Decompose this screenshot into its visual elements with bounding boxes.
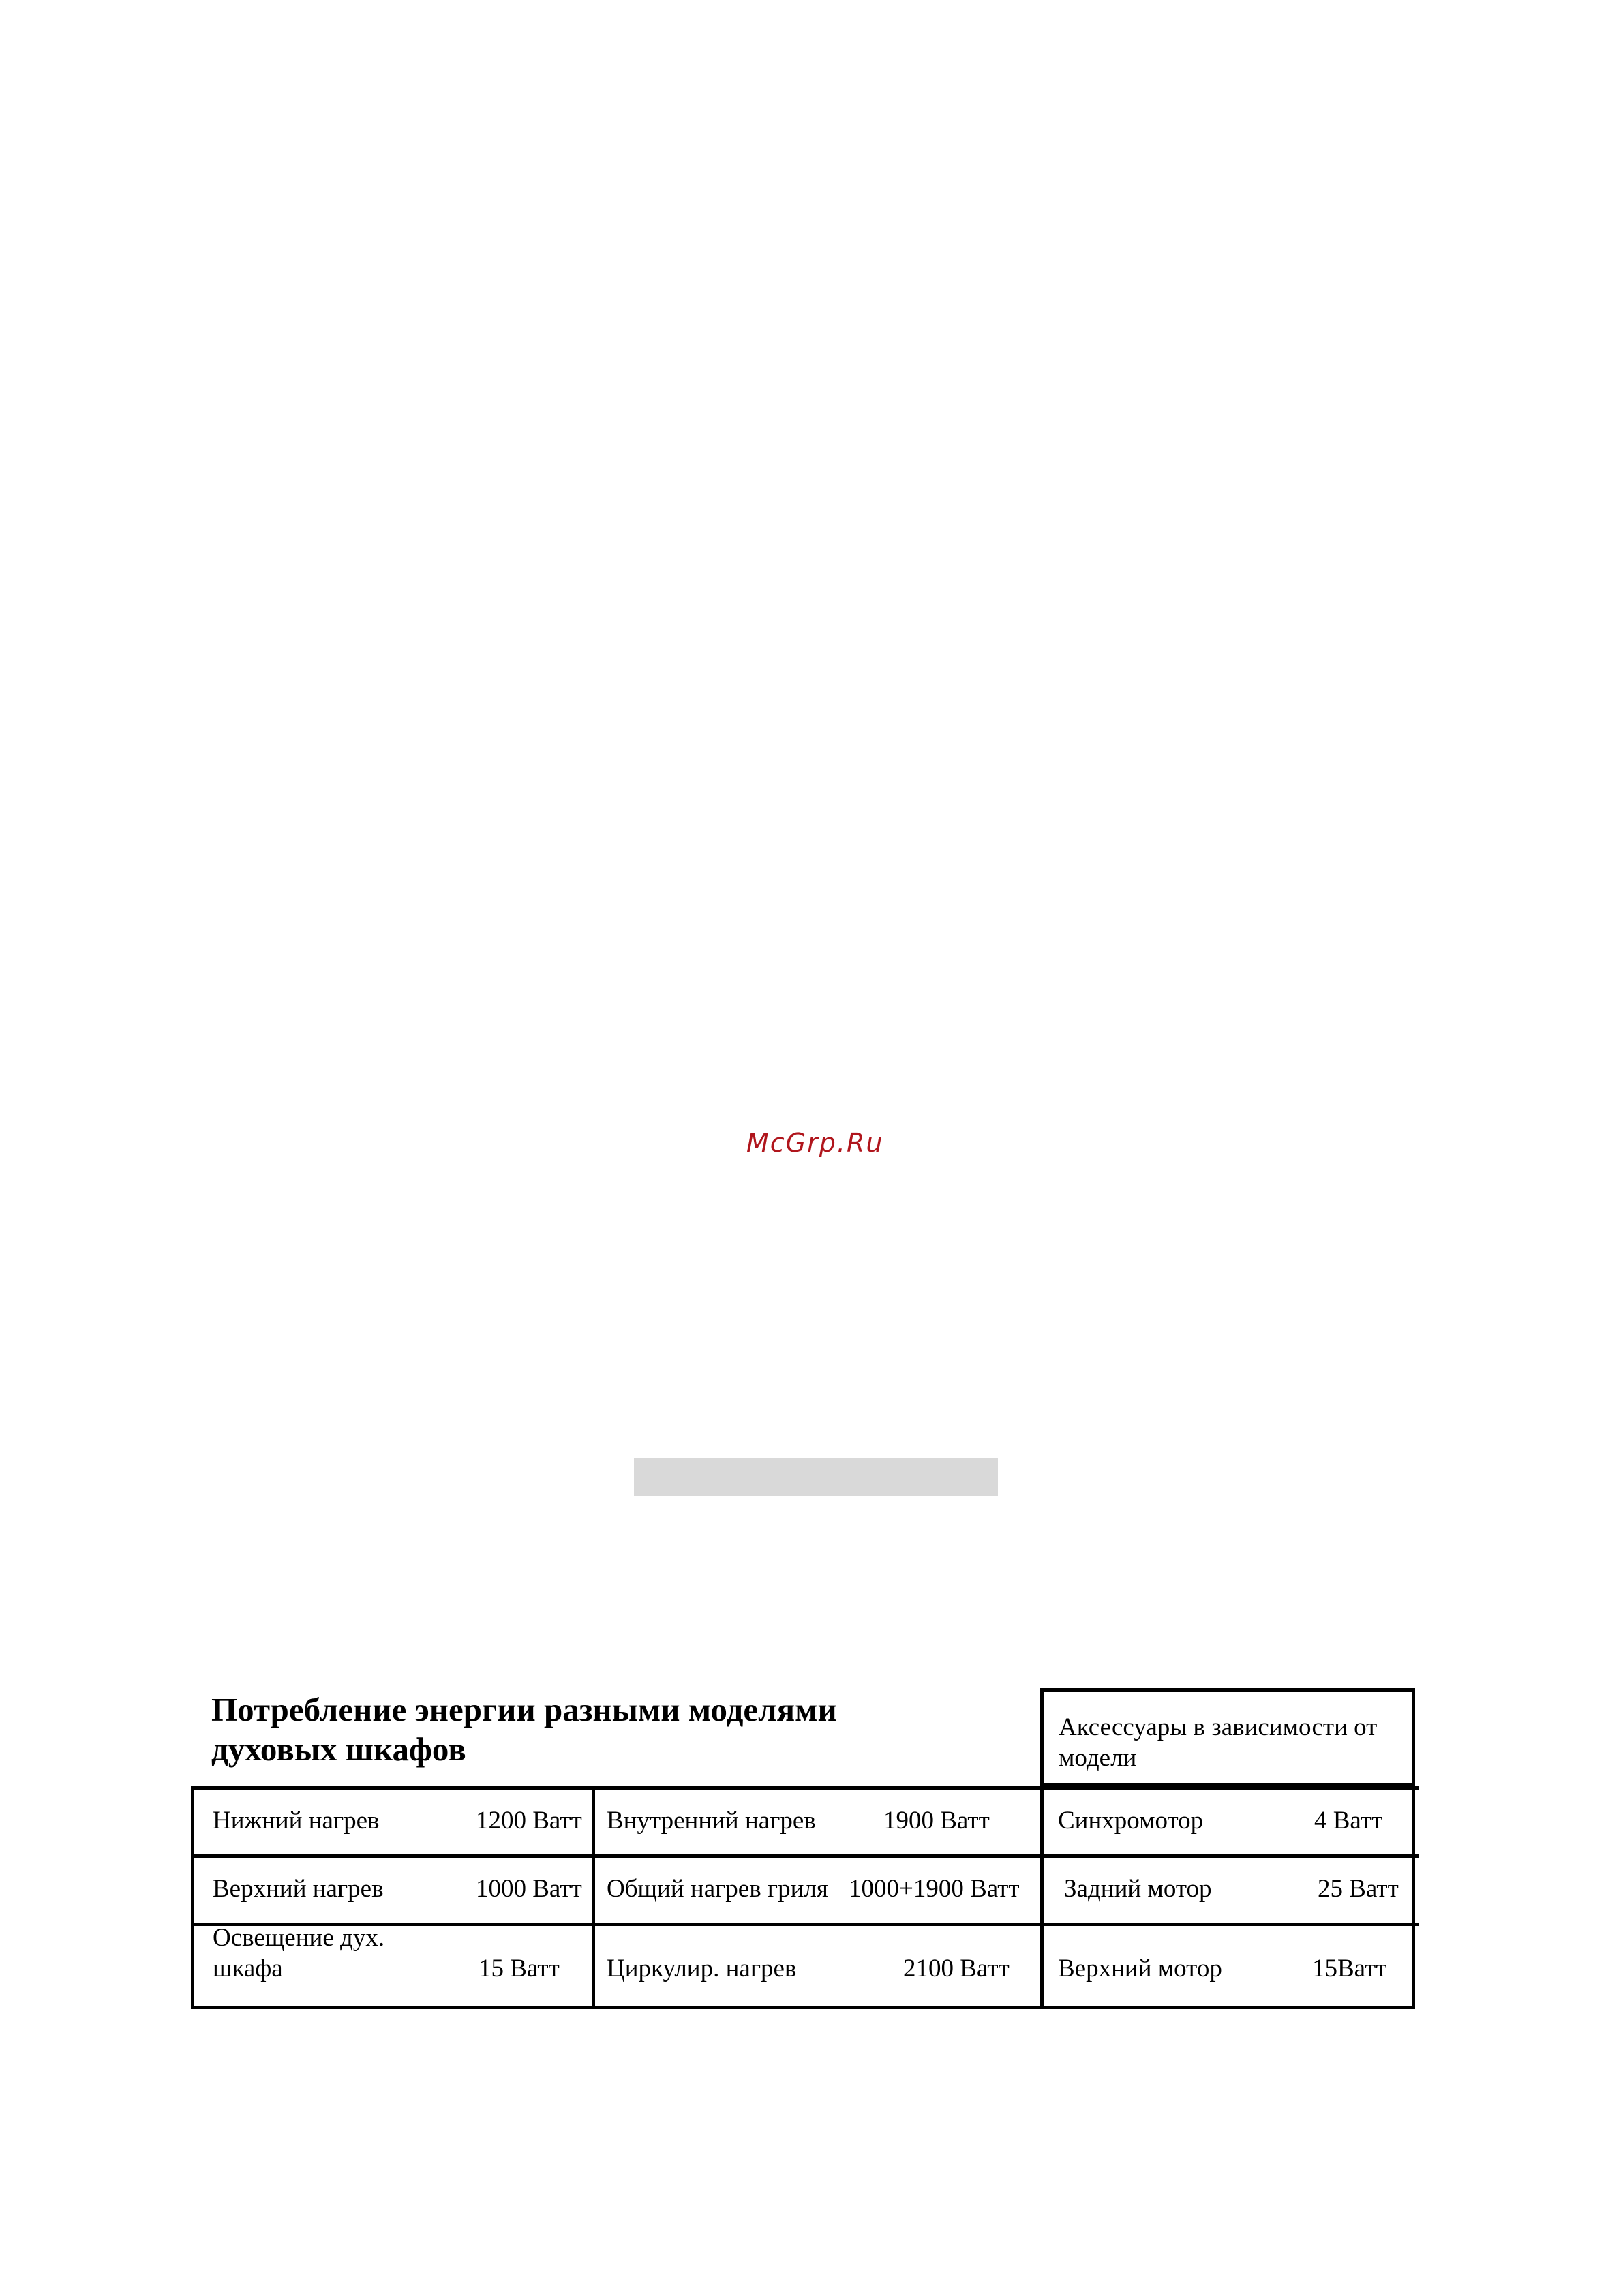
section-title-line2: духовых шкафов bbox=[211, 1730, 466, 1768]
accessories-header bbox=[1040, 1688, 1415, 1786]
cell-label-line1: Освещение дух. bbox=[213, 1924, 385, 1952]
col-divider-2 bbox=[1040, 1786, 1044, 2006]
cell-label: Верхний нагрев bbox=[213, 1875, 384, 1903]
cell-value: 1000 Ватт bbox=[476, 1875, 582, 1903]
gray-bar bbox=[634, 1458, 998, 1496]
row-divider-1 bbox=[191, 1854, 1419, 1858]
cell-label: Нижний нагрев bbox=[213, 1807, 380, 1835]
cell-value: 2100 Ватт bbox=[903, 1955, 1010, 1983]
cell-label: Общий нагрев гриля bbox=[607, 1875, 828, 1903]
cell-label-line2: шкафа bbox=[213, 1955, 283, 1983]
section-title bbox=[211, 1690, 1002, 1769]
cell-label: Синхромотор bbox=[1058, 1807, 1204, 1835]
accessories-header-line2: модели bbox=[1059, 1744, 1137, 1772]
table-top-border bbox=[191, 1786, 1419, 1790]
section-title-line1: Потребление энергии разными моделями bbox=[211, 1691, 837, 1728]
col-divider-1 bbox=[592, 1786, 595, 2006]
power-table bbox=[191, 1786, 1415, 2009]
accessories-header-line1: Аксессуары в зависимости от bbox=[1059, 1713, 1378, 1741]
cell-value: 1000+1900 Ватт bbox=[849, 1875, 1020, 1903]
cell-value: 25 Ватт bbox=[1318, 1875, 1399, 1903]
cell-value: 1900 Ватт bbox=[883, 1807, 990, 1835]
watermark: McGrp.Ru bbox=[746, 1128, 884, 1158]
cell-label: Циркулир. нагрев bbox=[607, 1955, 797, 1983]
cell-label: Внутренний нагрев bbox=[607, 1807, 816, 1835]
cell-value: 1200 Ватт bbox=[476, 1807, 582, 1835]
cell-value: 15Ватт bbox=[1312, 1955, 1387, 1983]
cell-label: Задний мотор bbox=[1064, 1875, 1212, 1903]
cell-value: 15 Ватт bbox=[479, 1955, 560, 1983]
cell-value: 4 Ватт bbox=[1314, 1807, 1383, 1835]
table-right-border bbox=[1412, 1786, 1415, 2006]
cell-label: Верхний мотор bbox=[1058, 1955, 1222, 1983]
